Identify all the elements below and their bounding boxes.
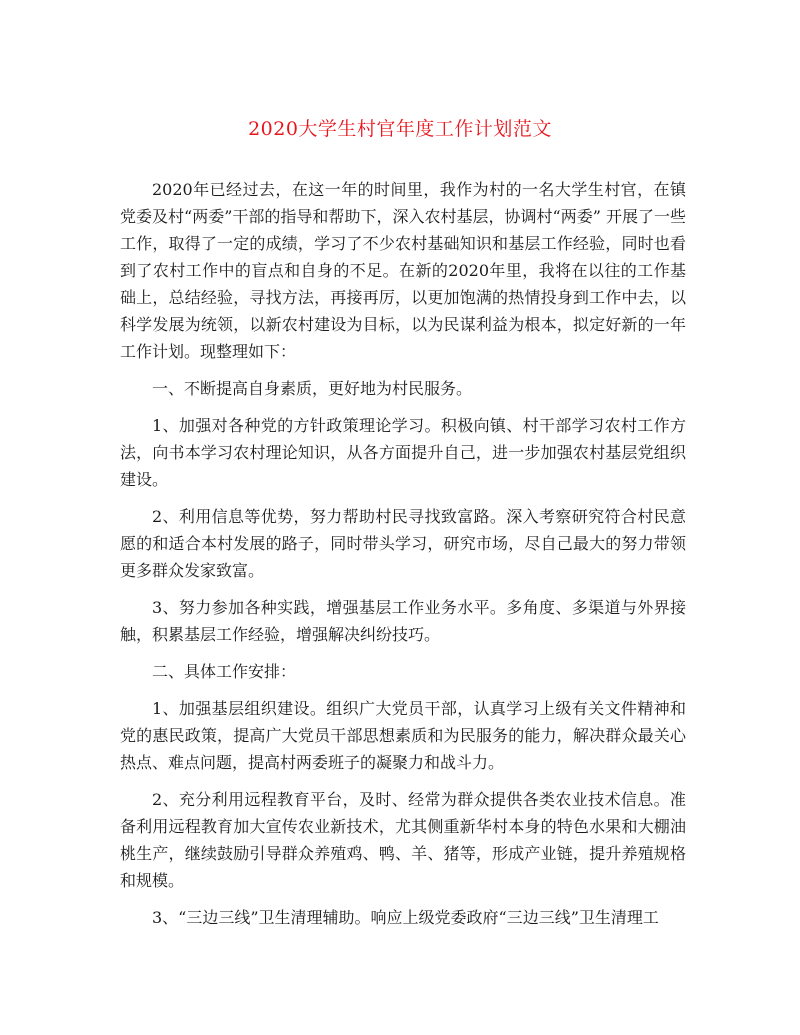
paragraph-1-1: 1、加强对各种党的方针政策理论学习。积极向镇、村干部学习农村工作方法，向书本学习农村理论知识，从各方面提升自己，进一步加强农村基层党组织建设。 [120, 416, 686, 489]
section-heading-1: 一、不断提高自身素质，更好地为村民服务。 [152, 379, 473, 398]
paragraph-1-2: 2、利用信息等优势，努力帮助村民寻找致富路。深入考察研究符合村民意愿的和适合本村发展的路子，同时带头学习，研究市场，尽自己最大的努力带领更多群众发家致富。 [120, 507, 686, 580]
document-title: 2020大学生村官年度工作计划范文 [248, 118, 552, 140]
paragraph-2-3: 3、“三边三线”卫生清理辅助。响应上级党委政府“三边三线”卫生清理工 [152, 908, 659, 927]
paragraph-1-3: 3、努力参加各种实践，增强基层工作业务水平。多角度、多渠道与外界接触，积累基层工作经验，增强解决纠纷技巧。 [120, 598, 686, 644]
section-heading-2: 二、具体工作安排： [152, 662, 297, 681]
paragraph-2-2: 2、充分利用远程教育平台，及时、经常为群众提供各类农业技术信息。准备利用远程教育加大宣传农业新技术，尤其侧重新华村本身的特色水果和大棚油桃生产，继续鼓励引导群众养殖鸡、鸭、羊、猪等，形成产业链，提升养殖规格和规模。 [120, 790, 686, 890]
document-body [120, 176, 686, 941]
paragraph-2-1: 1、加强基层组织建设。组织广大党员干部，认真学习上级有关文件精神和党的惠民政策，提高广大党员干部思想素质和为民服务的能力，解决群众最关心热点、难点问题，提高村两委班子的凝聚力和战斗力。 [120, 699, 686, 772]
paragraph-intro: 2020年已经过去，在这一年的时间里，我作为村的一名大学生村官，在镇党委及村“两委”干部的指导和帮助下，深入农村基层，协调村“两委” 开展了一些工作，取得了一定的成绩，学习了不少农村基础知识和基层工作经验，同时也看到了农村工作中的盲点和自身的不足。在新的2020年里，我将在以往的工作基础上，总结经验，寻找方法，再接再厉，以更加饱满的热情投身到工作中去，以科学发展为统领，以新农村建设为目标，以为民谋利益为根本，拟定好新的一年工作计划。现整理如下： [120, 180, 686, 361]
